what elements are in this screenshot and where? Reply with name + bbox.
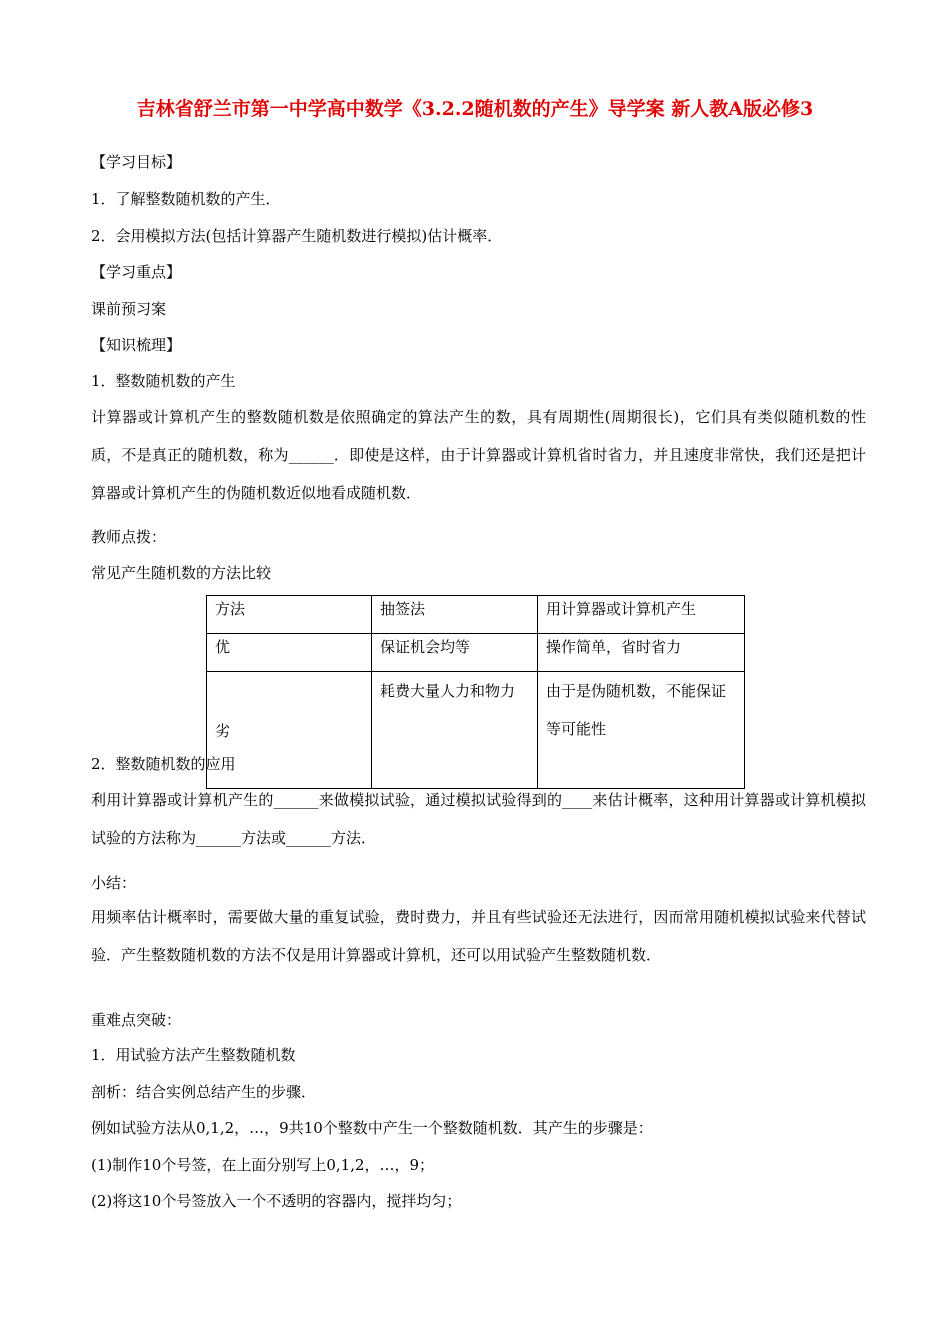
knowledge-heading: 【知识梳理】 bbox=[91, 336, 182, 354]
difficulty-heading: 重难点突破： bbox=[91, 1011, 182, 1029]
summary-heading: 小结： bbox=[91, 874, 137, 892]
difficulty-item-1-heading: 1．用试验方法产生整数随机数 bbox=[91, 1046, 296, 1064]
goal-item-1: 1．了解整数随机数的产生． bbox=[91, 190, 281, 208]
step-2-text: (2)将这10个号签放入一个不透明的容器内，搅拌均匀； bbox=[91, 1192, 462, 1210]
summary-body: 用频率估计概率时，需要做大量的重复试验，费时费力，并且有些试验还无法进行，因而常用随机模拟试验来代替试验．产生整数随机数的方法不仅是用计算器或计算机，还可以用试验产生整数随机数． bbox=[91, 908, 866, 964]
table-cell: 操作简单，省时省力 bbox=[538, 634, 745, 672]
comparison-heading: 常见产生随机数的方法比较 bbox=[91, 564, 272, 582]
knowledge-item-1-heading: 1．整数随机数的产生 bbox=[91, 372, 236, 390]
table-cell: 保证机会均等 bbox=[372, 634, 538, 672]
knowledge-item-1-body: 计算器或计算机产生的整数随机数是依照确定的算法产生的数，具有周期性(周期很长)，它们具有类似随机数的性质，不是真正的随机数，称为______．即使是这样，由于计算器或计算机省时省力，并且速度非常快，我们还是把计算器或计算机产生的伪随机数近似地看成随机数． bbox=[91, 408, 866, 502]
table-cell: 用计算器或计算机产生 bbox=[538, 596, 745, 634]
table-cell: 优 bbox=[207, 634, 372, 672]
learning-goals-heading: 【学习目标】 bbox=[91, 153, 182, 171]
analysis-text: 剖析：结合实例总结产生的步骤． bbox=[91, 1083, 317, 1101]
table-cell: 抽签法 bbox=[372, 596, 538, 634]
table-cell: 方法 bbox=[207, 596, 372, 634]
knowledge-item-2-body: 利用计算器或计算机产生的______来做模拟试验，通过模拟试验得到的____来估计概率，这种用计算器或计算机模拟试验的方法称为______方法或______方法． bbox=[91, 791, 866, 847]
table-header-row bbox=[207, 596, 745, 634]
table-cell: 劣 bbox=[207, 672, 372, 789]
table-cell: 由于是伪随机数，不能保证等可能性 bbox=[538, 672, 745, 789]
table-row bbox=[207, 634, 745, 672]
table-cell: 耗费大量人力和物力 bbox=[372, 672, 538, 789]
knowledge-item-2-heading: 2．整数随机数的应用 bbox=[91, 755, 236, 773]
step-1-text: (1)制作10个号签，在上面分别写上0,1,2，…，9； bbox=[91, 1156, 435, 1174]
goal-item-2: 2．会用模拟方法(包括计算器产生随机数进行模拟)估计概率． bbox=[91, 227, 503, 245]
example-text: 例如试验方法从0,1,2，…，9共10个整数中产生一个整数随机数．其产生的步骤是： bbox=[91, 1119, 653, 1137]
document-title: 吉林省舒兰市第一中学高中数学《3.2.2随机数的产生》导学案 新人教A版必修3 bbox=[136, 98, 814, 120]
teacher-tip-label: 教师点拨： bbox=[91, 528, 167, 546]
learning-focus-heading: 【学习重点】 bbox=[91, 263, 182, 281]
preview-label: 课前预习案 bbox=[91, 300, 167, 318]
